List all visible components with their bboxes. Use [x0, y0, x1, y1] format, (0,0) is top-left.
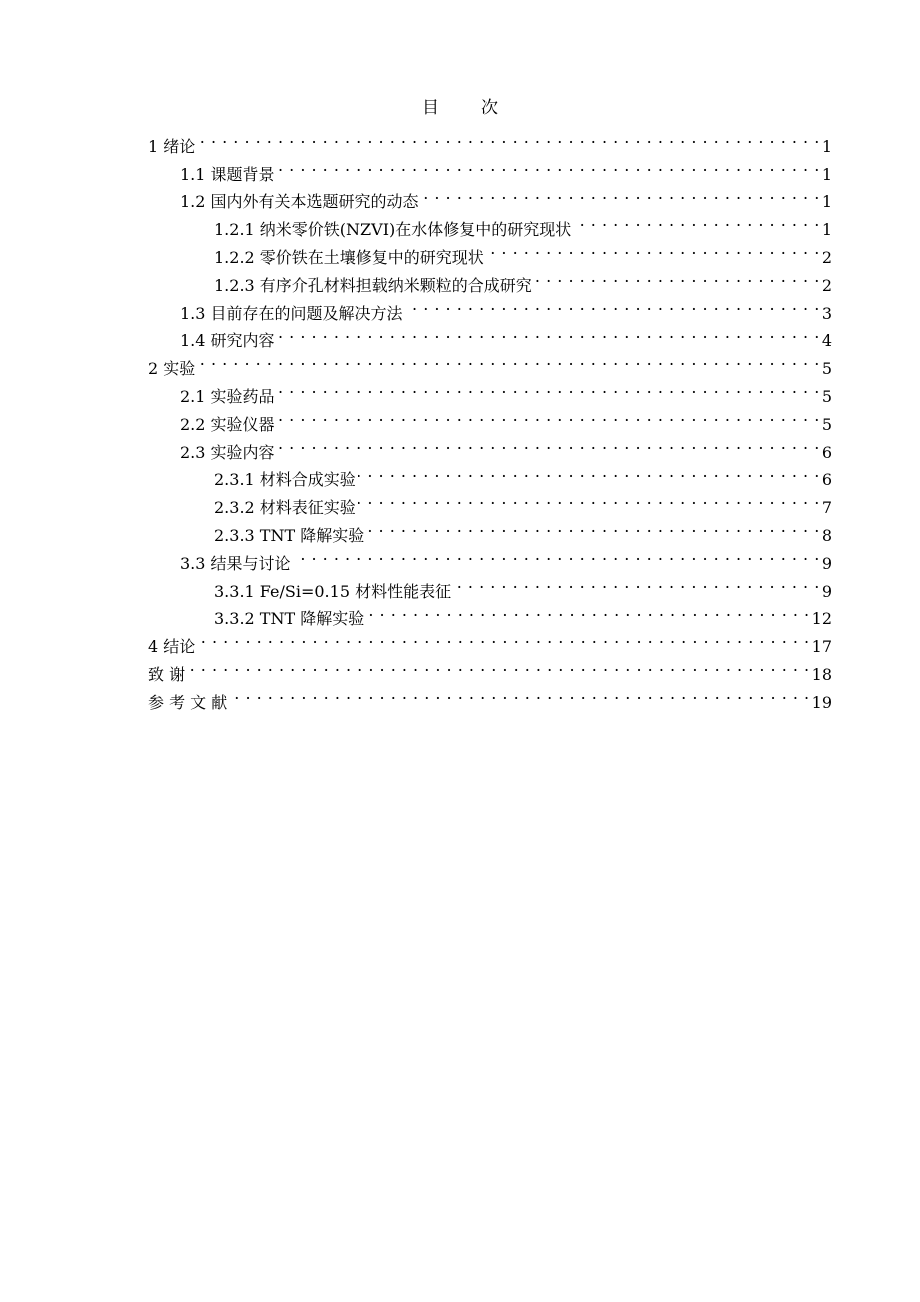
toc-entry-label: 2.2 实验仪器	[180, 414, 275, 434]
toc-leader-dots	[366, 597, 809, 625]
toc-page-number: 1	[821, 164, 832, 184]
toc-list	[148, 124, 832, 712]
toc-leader-dots	[277, 430, 820, 458]
toc-page-number: 6	[821, 470, 832, 490]
toc-page-number: 5	[821, 386, 832, 406]
toc-page-number: 2	[821, 275, 832, 295]
toc-entry-label: 1.2 国内外有关本选题研究的动态	[180, 192, 419, 212]
toc-entry-label: 1 绪论	[148, 136, 196, 156]
toc-entry-acknowledgements[interactable]	[148, 652, 832, 684]
toc-entry-label: 2.3.3 TNT 降解实验	[214, 525, 365, 545]
toc-entry-label: 1.2.3 有序介孔材料担载纳米颗粒的合成研究	[214, 275, 532, 295]
toc-entry-label: 2.3 实验内容	[180, 442, 275, 462]
toc-entry-references[interactable]	[148, 680, 832, 712]
toc-leader-dots	[277, 374, 820, 402]
toc-entry-label: 2.3.2 材料表征实验	[214, 498, 356, 518]
toc-page-number: 18	[811, 664, 832, 684]
toc-leader-dots	[277, 319, 820, 347]
toc-entry-label: 2.1 实验药品	[180, 386, 275, 406]
toc-entry-label: 致 谢	[148, 664, 186, 684]
toc-leader-dots	[197, 624, 809, 652]
toc-page-number: 19	[811, 692, 832, 712]
toc-leader-dots	[187, 652, 810, 680]
toc-leader-dots	[229, 680, 809, 708]
toc-entry-label: 参 考 文 献	[148, 692, 228, 712]
toc-page-number: 1	[821, 192, 832, 212]
toc-page-number: 3	[821, 303, 832, 323]
toc-page-number: 8	[821, 525, 832, 545]
toc-entry-label: 3.3 结果与讨论	[180, 553, 291, 573]
toc-leader-dots	[293, 541, 820, 569]
toc-entry-label: 1.3 目前存在的问题及解决方法	[180, 303, 403, 323]
toc-title	[0, 96, 920, 120]
toc-title-part2: 次	[481, 98, 498, 118]
toc-leader-dots	[358, 485, 820, 513]
toc-entry-label: 2.3.1 材料合成实验	[214, 470, 356, 490]
toc-leader-dots	[573, 207, 820, 235]
toc-leader-dots	[277, 402, 820, 430]
toc-page-number: 2	[821, 247, 832, 267]
toc-page-number: 9	[821, 581, 832, 601]
toc-entry-label: 1.4 研究内容	[180, 331, 275, 351]
toc-leader-dots	[366, 513, 820, 541]
toc-page-number: 7	[821, 498, 832, 518]
toc-title-part1: 目	[422, 98, 439, 118]
toc-entry-label: 3.3.1 Fe/Si=0.15 材料性能表征	[214, 581, 452, 601]
toc-page-number: 9	[821, 553, 832, 573]
toc-page-number: 1	[821, 136, 832, 156]
toc-entry-label: 2 实验	[148, 359, 196, 379]
toc-leader-dots	[277, 152, 820, 180]
toc-entry-label: 4 结论	[148, 637, 196, 657]
toc-entry-2-1[interactable]	[148, 374, 832, 406]
toc-page-number: 12	[811, 609, 832, 629]
toc-entry-label: 1.1 课题背景	[180, 164, 275, 184]
toc-leader-dots	[421, 180, 820, 208]
toc-leader-dots	[197, 124, 820, 152]
toc-entry-label: 1.2.2 零价铁在土壤修复中的研究现状	[214, 247, 484, 267]
toc-page-number: 4	[821, 331, 832, 351]
toc-page-number: 5	[821, 414, 832, 434]
toc-leader-dots	[197, 346, 820, 374]
toc-entry-label: 1.2.1 纳米零价铁(NZVI)在水体修复中的研究现状	[214, 220, 572, 240]
toc-page-number: 1	[821, 220, 832, 240]
toc-leader-dots	[358, 458, 820, 486]
toc-page-number: 17	[811, 637, 832, 657]
toc-entry-4[interactable]	[148, 624, 832, 657]
toc-entry-1[interactable]	[148, 124, 832, 156]
toc-page-number: 5	[821, 359, 832, 379]
toc-entry-2[interactable]	[148, 346, 832, 379]
toc-page-number: 6	[821, 442, 832, 462]
toc-leader-dots	[405, 291, 820, 319]
toc-leader-dots	[534, 263, 820, 291]
toc-entry-label: 3.3.2 TNT 降解实验	[214, 609, 365, 629]
toc-entry-1-1[interactable]	[148, 152, 832, 184]
toc-leader-dots	[486, 235, 820, 263]
toc-leader-dots	[453, 569, 820, 597]
